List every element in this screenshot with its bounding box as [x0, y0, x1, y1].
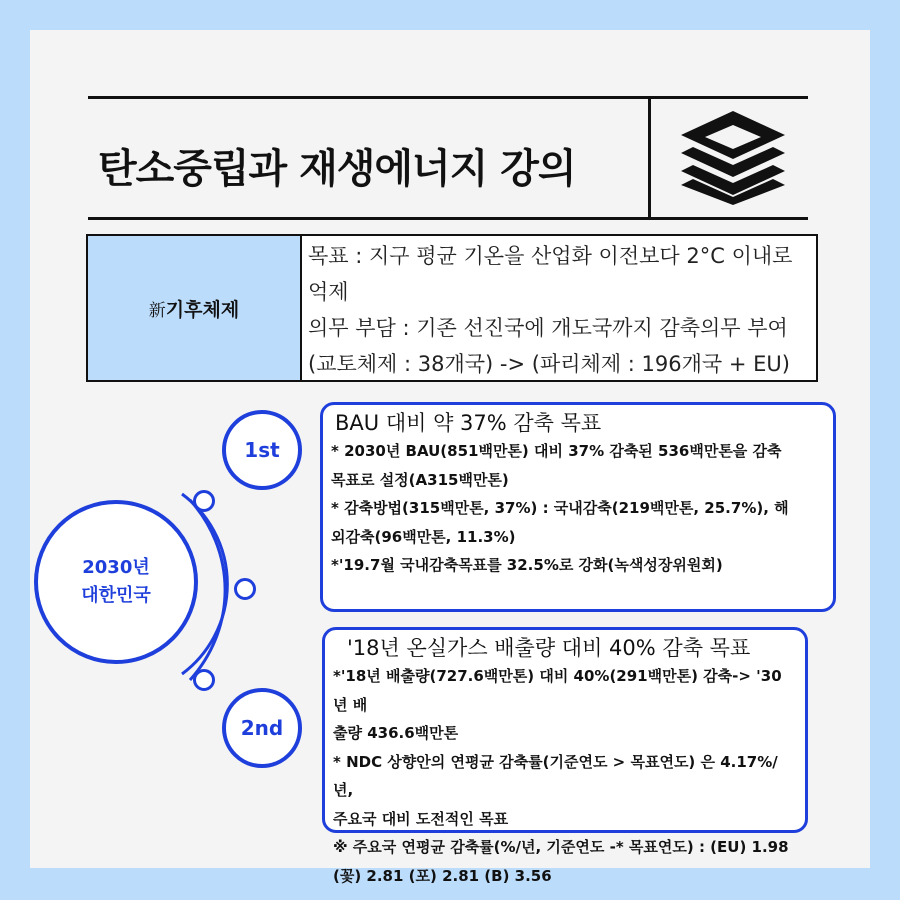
first-target-line: 목표로 설정(A315백만톤)	[331, 470, 509, 489]
label-main: 기후체제	[165, 298, 240, 321]
center-year: 2030년	[82, 557, 150, 578]
first-badge: 1st	[222, 410, 302, 490]
first-target-line: *'19.7월 국내감축목표를 32.5%로 강화(녹색성장위원회)	[331, 556, 723, 574]
second-badge: 2nd	[222, 688, 302, 768]
first-target-line: * 2030년 BAU(851백만톤) 대비 37% 감축된 536백만톤을 감축	[331, 442, 782, 460]
connector-dot	[234, 578, 256, 600]
first-target-title: BAU 대비 약 37% 감축 목표	[335, 411, 602, 435]
first-target-line: * 감축방법(315백만톤, 37%) : 국내감축(219백만톤, 25.7%), 해	[331, 499, 789, 517]
second-target-line: (꽃) 2.81 (포) 2.81 (B) 3.56	[333, 866, 552, 885]
label-prefix: 新	[148, 300, 166, 321]
center-country: 대한민국	[81, 585, 151, 606]
connector-dot	[193, 490, 215, 512]
second-target-line: 출량 436.6백만톤	[333, 724, 459, 742]
info-line: 의무 부담 : 기존 선진국에 개도국까지 감축의무 부여	[308, 316, 788, 340]
info-line: 목표 : 지구 평균 기온을 산업화 이전보다 2°C 이내로	[308, 244, 793, 268]
center-circle	[34, 500, 198, 664]
connector-dot	[193, 669, 215, 691]
second-target-line: ※ 주요국 연평균 감축률(%/년, 기준연도 -* 목표연도) : (EU) 1.98	[333, 838, 789, 856]
second-target-box	[322, 627, 808, 885]
second-target-line: 주요국 대비 도전적인 목표	[333, 809, 509, 828]
second-target-title: '18년 온실가스 배출량 대비 40% 감축 목표	[347, 636, 751, 660]
second-target-line: *'18년 배출량(727.6백만톤) 대비 40%(291백만톤) 감축-> '30년 배	[333, 667, 782, 714]
info-line: 억제	[308, 280, 349, 304]
info-line: (교토체제 : 38개국) -> (파리체제 : 196개국 + EU)	[308, 352, 790, 376]
first-target-box	[320, 402, 836, 612]
first-target-line: 외감축(96백만톤, 11.3%)	[331, 527, 516, 546]
page-title: 탄소중립과 재생에너지 강의	[98, 146, 576, 192]
second-target-line: * NDC 상향안의 연평균 감축률(기준연도 > 목표연도) 은 4.17%/년,	[333, 752, 778, 799]
